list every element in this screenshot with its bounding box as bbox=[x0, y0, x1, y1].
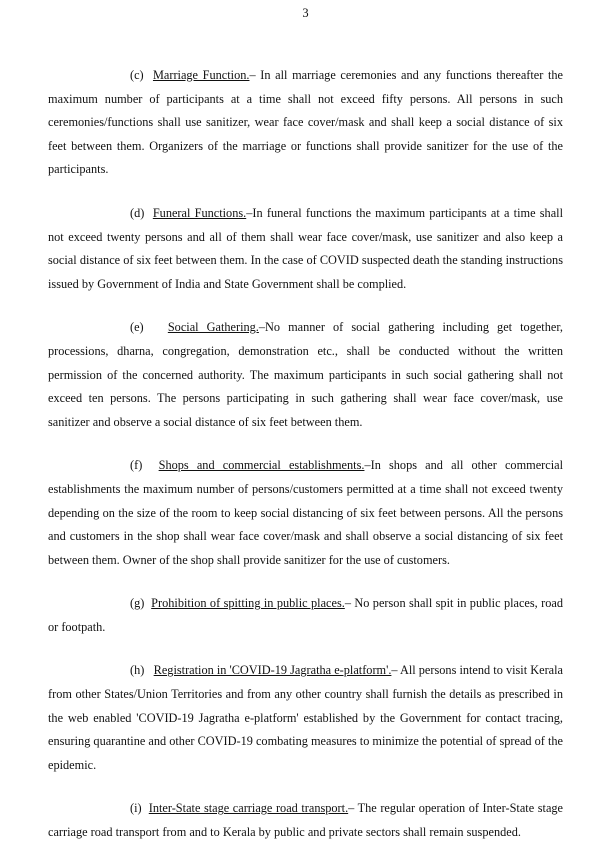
section-marker: (h) bbox=[130, 663, 145, 678]
section-text: –In shops and all other commercial establishments the maximum number of persons/customers permitted at a time shall not exceed twenty depending on the size of the room to keep social distancing of six feet between persons. All the persons and customers in the shop shall wear face cover/mask and shall observe a social distancing of six feet between them. Owner of the shop shall provide sanitizer for the use of customers. bbox=[48, 458, 563, 567]
section-heading: Social Gathering. bbox=[167, 320, 259, 335]
section-marker: (i) bbox=[130, 801, 142, 816]
section-heading: Marriage Function. bbox=[152, 68, 250, 82]
section-social-gathering bbox=[48, 316, 563, 434]
section-marker: (f) bbox=[130, 458, 143, 473]
section-shops-commercial bbox=[48, 454, 563, 572]
section-heading: Shops and commercial establishments. bbox=[158, 458, 365, 473]
section-heading: Funeral Functions. bbox=[152, 205, 247, 220]
section-marker: (c) bbox=[130, 68, 144, 82]
section-text: – The regular operation of Inter-State stage carriage road transport from and to Kerala by public and private sectors shall remain suspended. bbox=[48, 801, 564, 840]
section-heading: Registration in 'COVID-19 Jagratha e-platform'. bbox=[153, 663, 392, 678]
section-interstate-transport bbox=[48, 797, 563, 844]
section-text: –No manner of social gathering including get together, processions, dharna, congregation, demonstration etc., shall be conducted without the written permission of the concerned authority. The maximum participants in such social gathering shall not exceed ten persons. The persons participating in such gathering shall wear face cover/mask, use sanitizer and observe a social distance of six feet between them. bbox=[48, 320, 564, 429]
section-registration-jagratha bbox=[48, 659, 563, 777]
section-text: –In funeral functions the maximum participants at a time shall not exceed twenty persons and all of them shall wear face cover/mask, use sanitizer and also keep a social distance of six feet between them. In the case of COVID suspected death the standing instructions issued by Government of India and State Government shall be complied. bbox=[48, 205, 563, 291]
document-body bbox=[48, 64, 563, 845]
section-marker: (e) bbox=[130, 320, 144, 335]
section-text: – In all marriage ceremonies and any functions thereafter the maximum number of participants at a time shall not exceed fifty persons. All persons in such ceremonies/functions shall use sanitizer, wear face cover/mask and shall keep a social distance of six feet between them. Organizers of the marriage or functions shall provide sanitizer for the use of the participants. bbox=[48, 68, 564, 177]
section-heading: Inter-State stage carriage road transport. bbox=[148, 801, 349, 816]
page-number: 3 bbox=[302, 6, 309, 20]
section-text: – No person shall spit in public places, road or footpath. bbox=[48, 596, 563, 634]
section-prohibition-spitting bbox=[48, 592, 563, 639]
section-marriage-function bbox=[48, 64, 563, 182]
section-marker: (d) bbox=[130, 205, 145, 220]
section-marker: (g) bbox=[130, 596, 145, 611]
section-funeral-functions bbox=[48, 202, 563, 296]
section-heading: Prohibition of spitting in public places. bbox=[151, 596, 345, 611]
section-text: – All persons intend to visit Kerala from other States/Union Territories and from any other country shall furnish the details as prescribed in the web enabled 'COVID-19 Jagratha e-platform' established by the Government for contact tracing, ensuring quarantine and other COVID-19 combating measures to minimize the potential of spread of the epidemic. bbox=[48, 663, 563, 772]
